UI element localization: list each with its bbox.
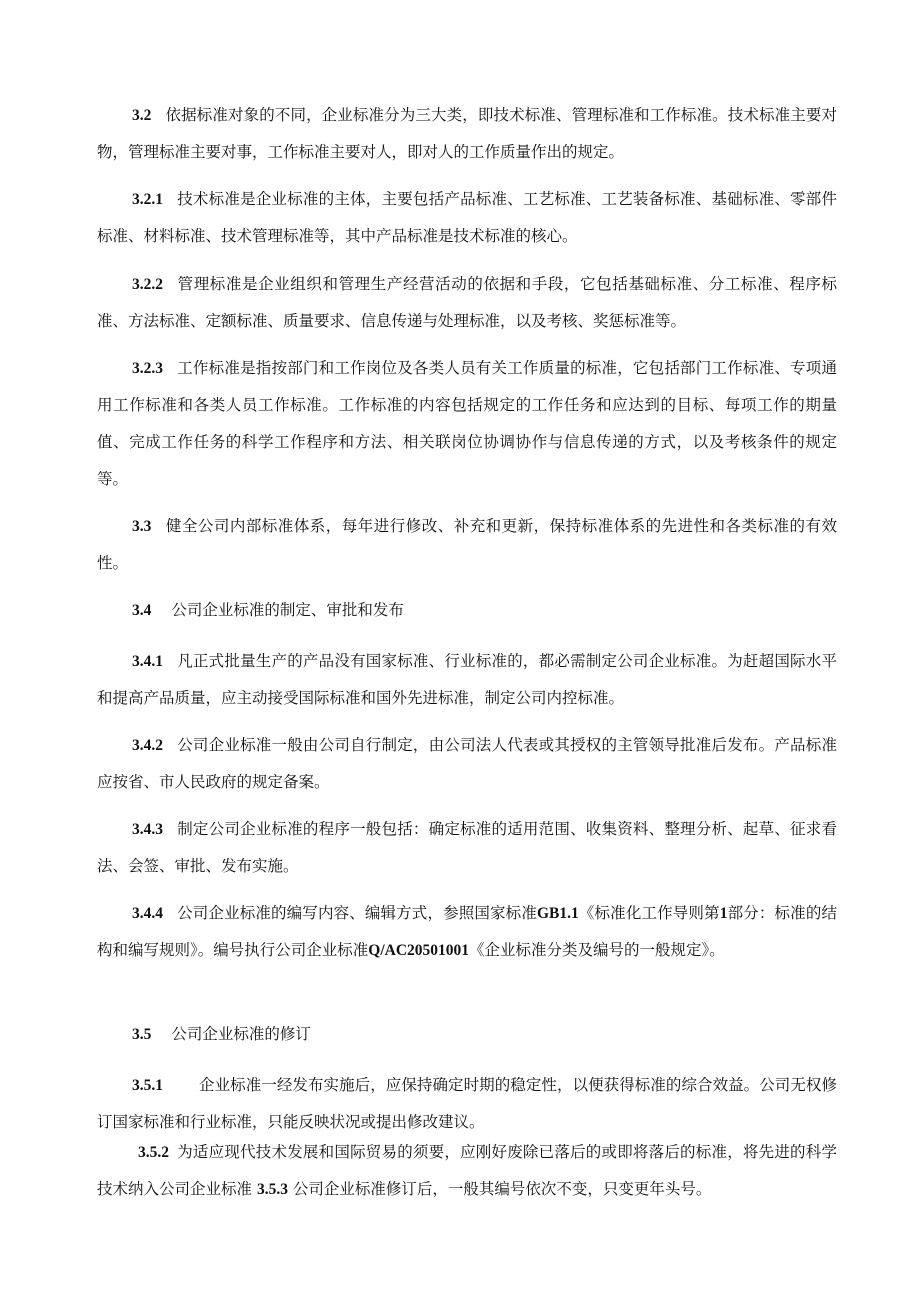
section-heading-3-5 — [132, 1016, 311, 1053]
clause-text: 《标准化工作导则第 — [578, 904, 720, 922]
clause-number: 3.2.2 — [132, 276, 163, 293]
paragraph-3-4-2 — [97, 727, 837, 801]
clause-text: 公司企业标准修订后，一般其编号依次不变，只变更年头号。 — [292, 1180, 712, 1198]
clause-text: 《企业标准分类及编号的一般规定》。 — [469, 941, 725, 959]
paragraph-3-2-3 — [97, 350, 837, 498]
clause-text: 公司企业标准一般由公司自行制定，由公司法人代表或其授权的主管领导批准后发布。产品标准应按省、市人民政府的规定备案。 — [97, 736, 837, 791]
clause-number: 3.5.1 — [132, 1077, 163, 1094]
clause-text: 技术标准是企业标准的主体，主要包括产品标准、工艺标准、工艺装备标准、基础标准、零部件标准、材料标准、技术管理标准等，其中产品标准是技术标准的核心。 — [97, 190, 837, 245]
paragraph-3-5-1 — [97, 1067, 837, 1141]
paragraph-3-4-4 — [97, 895, 837, 969]
section-title: 公司企业标准的修订 — [171, 1025, 311, 1043]
clause-number-inline: 3.5.3 — [256, 1181, 288, 1198]
clause-number: 3.2.1 — [132, 191, 163, 208]
clause-number: 3.4.3 — [132, 821, 163, 838]
clause-number: 3.4.4 — [132, 905, 163, 922]
clause-number: 3.4.1 — [132, 653, 163, 670]
clause-text: 公司企业标准的编写内容、编辑方式，参照国家标准 — [177, 904, 537, 922]
paragraph-3-2-1 — [97, 181, 837, 255]
paragraph-3-4-3 — [97, 811, 837, 885]
clause-text: 为适应现代技术发展和国际贸易的须要，应刚好废除已落后的或即将落后的标准，将先进的科学技术纳入公司企业标准 — [97, 1143, 837, 1198]
section-number: 3.4 — [132, 602, 152, 619]
clause-number: 3.3 — [132, 518, 152, 535]
paragraph-3-2-2 — [97, 266, 837, 340]
clause-text: 企业标准一经发布实施后，应保持确定时期的稳定性，以便获得标准的综合效益。公司无权修订国家标准和行业标准，只能反映状况或提出修改建议。 — [97, 1076, 837, 1131]
clause-text: 依据标准对象的不同，企业标准分为三大类，即技术标准、管理标准和工作标准。技术标准主要对物，管理标准主要对事，工作标准主要对人，即对人的工作质量作出的规定。 — [97, 106, 837, 161]
standard-code: Q/AC20501001 — [368, 942, 470, 959]
clause-text: 制定公司企业标准的程序一般包括：确定标准的适用范围、收集资料、整理分析、起草、征求看法、会签、审批、发布实施。 — [97, 820, 837, 875]
paragraph-3-5-2 — [97, 1134, 837, 1208]
part-number: 1 — [719, 905, 728, 922]
clause-text: 健全公司内部标准体系，每年进行修改、补充和更新，保持标准体系的先进性和各类标准的有效性。 — [97, 517, 837, 572]
clause-text: 部分：标准的结构和编写规则》。编号执行公司企业标准 — [97, 904, 837, 959]
standard-code: GB1.1 — [536, 905, 579, 922]
section-title: 公司企业标准的制定、审批和发布 — [171, 601, 404, 619]
clause-text: 工作标准是指按部门和工作岗位及各类人员有关工作质量的标准，它包括部门工作标准、专项通用工作标准和各类人员工作标准。工作标准的内容包括规定的工作任务和应达到的目标、每项工作的期量值、完成工作任务的科学工作程序和方法、相关联岗位协调协作与信息传递的方式，以及考核条件的规定等。 — [97, 359, 837, 488]
paragraph-3-3 — [97, 508, 837, 582]
clause-number: 3.2 — [132, 107, 152, 124]
paragraph-3-2 — [97, 97, 837, 171]
clause-number: 3.2.3 — [132, 360, 163, 377]
clause-number: 3.5.2 — [138, 1144, 169, 1161]
section-number: 3.5 — [132, 1026, 152, 1043]
clause-text: 凡正式批量生产的产品没有国家标准、行业标准的，都必需制定公司企业标准。为赶超国际水平和提高产品质量，应主动接受国际标准和国外先进标准，制定公司内控标准。 — [97, 652, 837, 707]
clause-number: 3.4.2 — [132, 737, 163, 754]
clause-text: 管理标准是企业组织和管理生产经营活动的依据和手段，它包括基础标准、分工标准、程序标准、方法标准、定额标准、质量要求、信息传递与处理标准，以及考核、奖惩标准等。 — [97, 275, 837, 330]
paragraph-3-4-1 — [97, 643, 837, 717]
section-heading-3-4 — [132, 592, 404, 629]
